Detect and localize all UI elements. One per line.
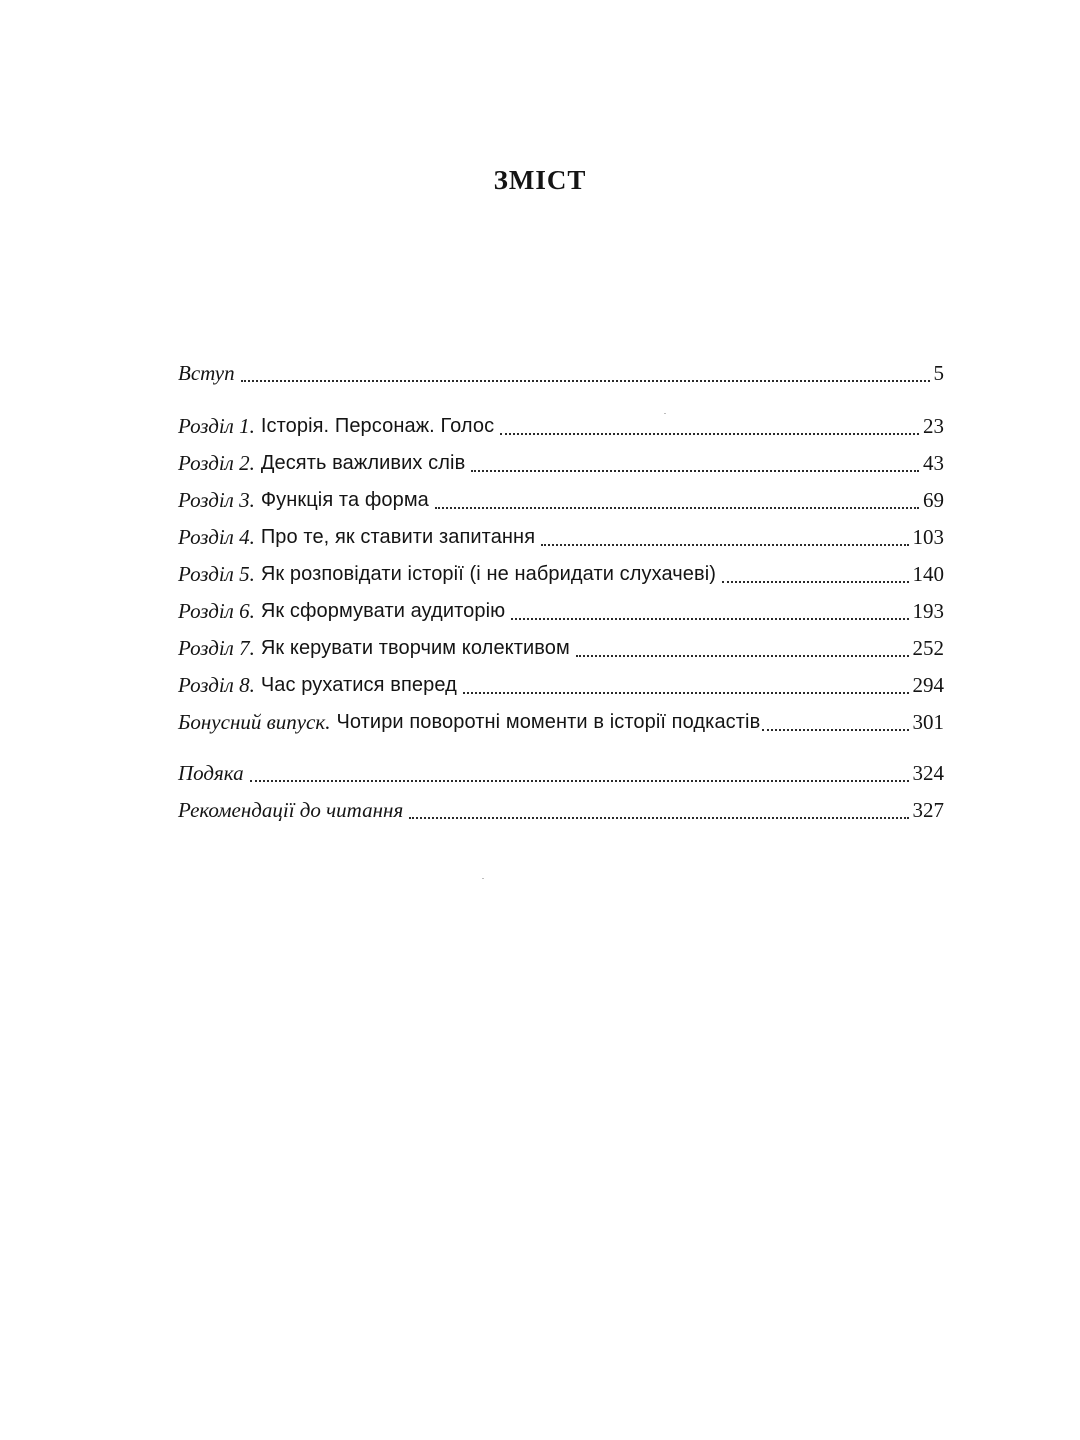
scan-speck	[482, 878, 484, 879]
toc-entry-reading-recommendations	[178, 795, 944, 825]
scan-speck	[664, 413, 666, 414]
entry-label: Розділ 3.	[178, 488, 255, 512]
entry-title: Про те, як ставити запитання	[260, 526, 536, 548]
toc-entry-intro	[178, 358, 944, 388]
entry-title: Десять важливих слів	[260, 452, 466, 474]
dot-leader	[409, 816, 908, 819]
entry-title: Історія. Персонаж. Голос	[260, 415, 495, 437]
entry-label: Розділ 5.	[178, 562, 255, 586]
toc-entry-chapter-1	[178, 411, 944, 441]
dot-leader	[762, 728, 908, 731]
entry-title: Функція та форма	[260, 489, 429, 511]
page-number: 324	[912, 761, 944, 785]
dot-leader	[541, 543, 908, 546]
dot-leader	[435, 506, 919, 509]
toc-entry-chapter-8	[178, 670, 944, 700]
page-number: 140	[912, 562, 944, 586]
entry-title: Як керувати творчим колективом	[260, 637, 570, 659]
entry-label: Розділ 2.	[178, 451, 255, 475]
dot-leader	[576, 654, 909, 657]
page-number: 294	[912, 673, 944, 697]
toc-entry-chapter-4	[178, 522, 944, 552]
toc-entry-chapter-2	[178, 448, 944, 478]
page-title: ЗМІСТ	[493, 165, 587, 195]
toc-entry-chapter-3	[178, 485, 944, 515]
page-number: 69	[923, 488, 944, 512]
entry-label: Розділ 7.	[178, 636, 255, 660]
page-number: 327	[912, 798, 944, 822]
dot-leader	[250, 779, 909, 782]
dot-leader	[722, 580, 908, 583]
toc-entry-chapter-6	[178, 596, 944, 626]
dot-leader	[463, 691, 909, 694]
entry-label: Подяка	[178, 761, 244, 785]
entry-title: Як розповідати історії (і не набридати слухачеві)	[260, 563, 717, 585]
entry-title: Чотири поворотні моменти в історії подкастів	[336, 711, 761, 733]
page-number: 43	[923, 451, 944, 475]
entry-label: Розділ 1.	[178, 414, 255, 438]
entry-title: Як сформувати аудиторію	[260, 600, 506, 622]
entry-label: Розділ 4.	[178, 525, 255, 549]
entry-label: Рекомендації до читання	[178, 798, 404, 822]
toc-entry-chapter-5	[178, 559, 944, 589]
page-number: 5	[933, 361, 944, 385]
dot-leader	[500, 432, 919, 435]
entry-label: Розділ 8.	[178, 673, 255, 697]
page-number: 193	[912, 599, 944, 623]
dot-leader	[241, 379, 930, 382]
entry-label: Бонусний випуск.	[178, 710, 331, 734]
dot-leader	[471, 469, 919, 472]
entry-label: Вступ	[178, 361, 235, 385]
toc-entry-acknowledgements	[178, 758, 944, 788]
page-number: 301	[912, 710, 944, 734]
entry-label: Розділ 6.	[178, 599, 255, 623]
dot-leader	[511, 617, 908, 620]
page-number: 252	[912, 636, 944, 660]
toc-entry-chapter-7	[178, 633, 944, 663]
page-number: 103	[912, 525, 944, 549]
page-number: 23	[923, 414, 944, 438]
entry-title: Час рухатися вперед	[260, 674, 457, 696]
toc-entry-bonus	[178, 707, 944, 737]
